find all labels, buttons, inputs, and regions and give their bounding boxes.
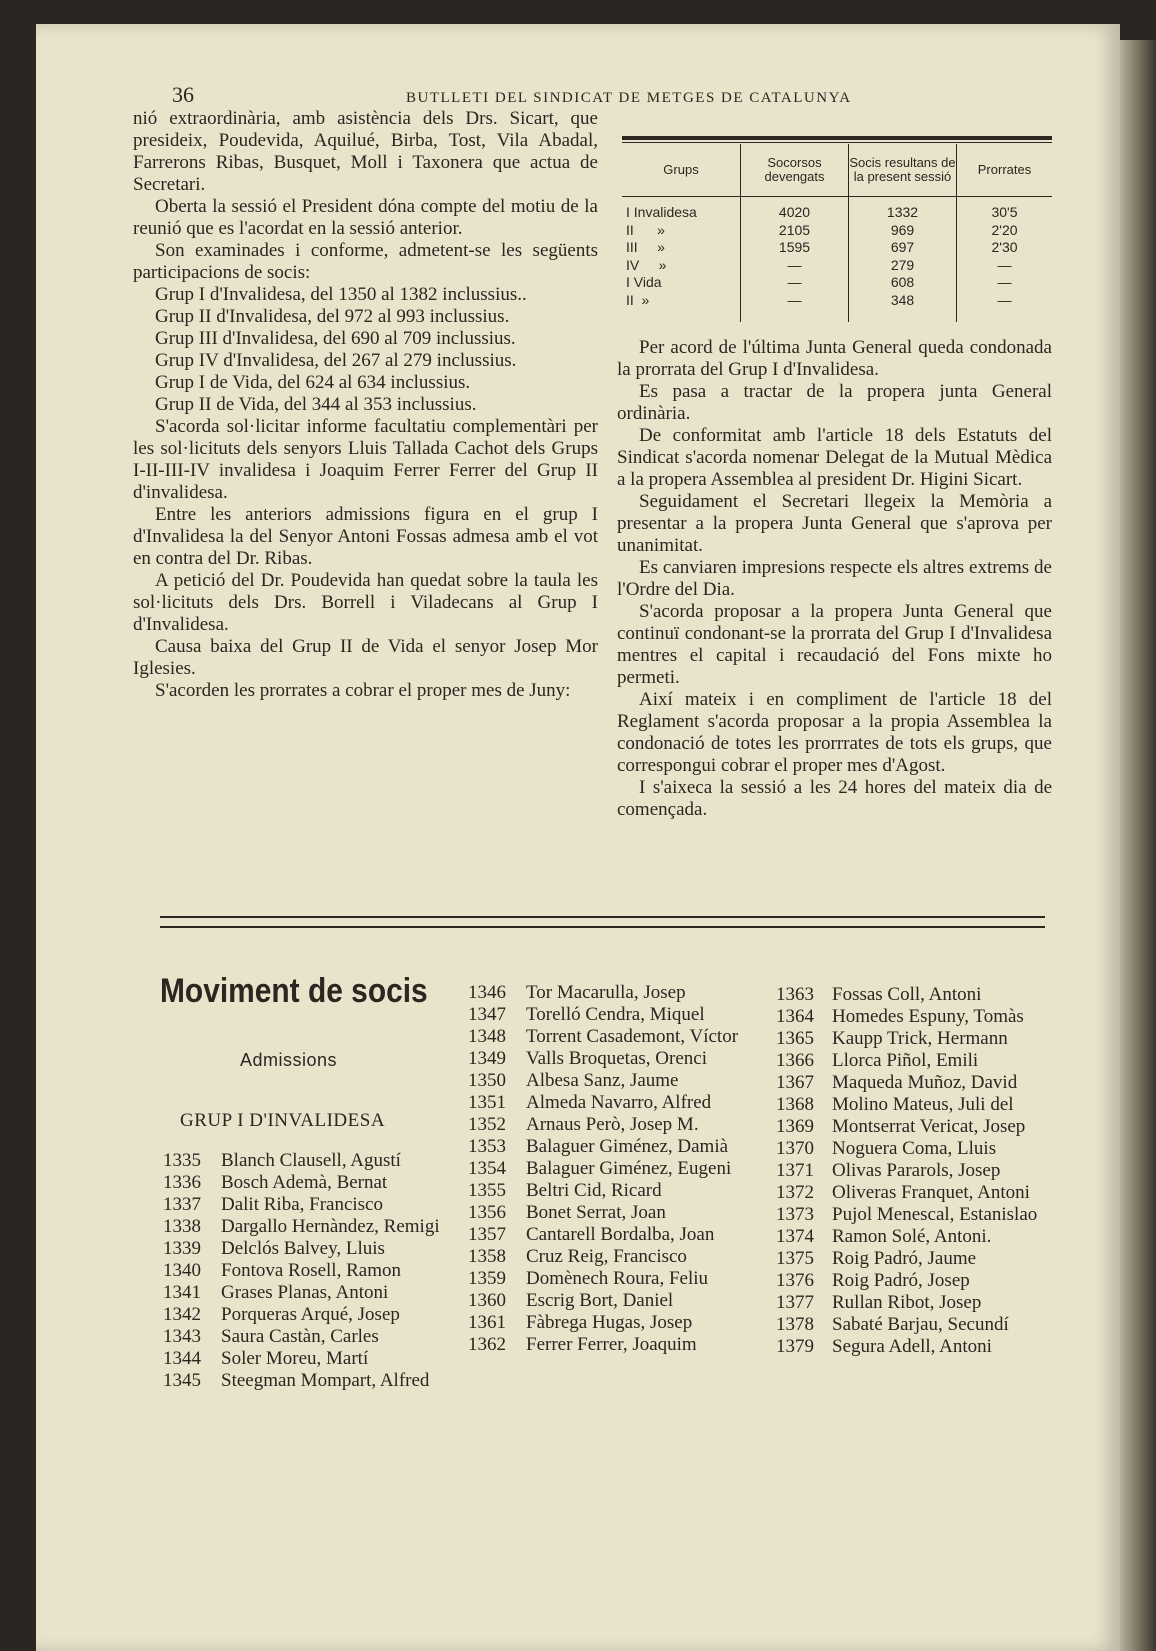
table-cell: 697	[890, 239, 915, 255]
table-cell: IV »	[626, 256, 667, 273]
list-item	[163, 1238, 463, 1260]
member-list	[468, 982, 768, 1356]
member-number: 1336	[163, 1172, 201, 1193]
list-item	[468, 1114, 768, 1136]
member-number: 1357	[468, 1224, 506, 1245]
member-number: 1370	[776, 1138, 814, 1159]
paragraph: Es canviaren impresions respecte els altres extrems de l'Ordre del Dia.	[617, 557, 1052, 600]
list-item	[776, 1160, 1056, 1182]
list-item	[776, 1314, 1056, 1336]
member-name: Delclós Balvey, Lluis	[221, 1238, 385, 1259]
member-number: 1352	[468, 1114, 506, 1135]
list-item	[163, 1260, 463, 1282]
member-name: Noguera Coma, Lluis	[832, 1138, 997, 1159]
table-header-cell: Grups	[663, 162, 699, 177]
table-cell: 348	[890, 291, 915, 308]
list-item	[776, 1226, 1056, 1248]
member-number: 1350	[468, 1070, 506, 1091]
list-item	[163, 1194, 463, 1216]
list-item	[163, 1326, 463, 1348]
table-cell: 969	[890, 221, 915, 238]
member-name: Torelló Cendra, Miquel	[526, 1004, 705, 1025]
table-header-cell: Prorrates	[977, 162, 1032, 177]
member-number: 1355	[468, 1180, 506, 1201]
paragraph: Oberta la sessió el President dóna compte del motiu de la reunió que es l'acordat en la sessió anterior.	[133, 196, 598, 239]
table-rule	[622, 142, 1052, 143]
table-cell: 30'5	[991, 204, 1018, 220]
member-name: Escrig Bort, Daniel	[526, 1290, 674, 1311]
member-name: Balaguer Giménez, Eugeni	[526, 1158, 732, 1179]
table-rule	[622, 196, 1052, 197]
list-item	[468, 1070, 768, 1092]
member-number: 1358	[468, 1246, 506, 1267]
table-cell: 2'20	[991, 221, 1018, 238]
member-number: 1364	[776, 1006, 814, 1027]
member-name: Almeda Navarro, Alfred	[526, 1092, 712, 1113]
member-number: 1373	[776, 1204, 814, 1225]
paragraph: S'acorda proposar a la propera Junta General que continuï condonant-se la prorrata del Grup I d'Invalidesa mentres el capital i recaudació del Fons mixte ho permeti.	[617, 601, 1052, 688]
member-number: 1349	[468, 1048, 506, 1069]
list-item	[468, 1268, 768, 1290]
list-item	[776, 1072, 1056, 1094]
table-cell: 1332	[886, 204, 919, 220]
member-number: 1372	[776, 1182, 814, 1203]
member-name: Blanch Clausell, Agustí	[221, 1150, 401, 1171]
member-name: Kaupp Trick, Hermann	[832, 1028, 1008, 1049]
member-name: Pujol Menescal, Estanislao	[832, 1204, 1038, 1225]
group-heading: GRUP I D'INVALIDESA	[180, 1110, 386, 1131]
list-item	[468, 1048, 768, 1070]
list-item	[776, 984, 1056, 1006]
member-number: 1368	[776, 1094, 814, 1115]
member-name: Torrent Casademont, Víctor	[526, 1026, 739, 1047]
table-cell: —	[787, 291, 802, 308]
page-edge	[1120, 40, 1156, 1651]
table-rule	[622, 136, 1052, 140]
list-item	[163, 1304, 463, 1326]
member-name: Dargallo Hernàndez, Remigi	[221, 1216, 440, 1237]
member-number: 1335	[163, 1150, 201, 1171]
list-item	[776, 1006, 1056, 1028]
paragraph: Grup II d'Invalidesa, del 972 al 993 inclussius.	[155, 306, 510, 327]
running-head: BUTLLETI DEL SINDICAT DE METGES DE CATALUNYA	[406, 90, 852, 106]
table-cell: II »	[626, 221, 665, 238]
member-name: Sabaté Barjau, Secundí	[832, 1314, 1009, 1335]
member-number: 1375	[776, 1248, 814, 1269]
table-cell: —	[787, 256, 802, 273]
table-cell: I Invalidesa	[626, 204, 697, 220]
member-number: 1359	[468, 1268, 506, 1289]
member-number: 1347	[468, 1004, 506, 1025]
list-item	[468, 1312, 768, 1334]
paragraph: S'acorden les prorrates a cobrar el proper mes de Juny:	[155, 680, 571, 701]
section-title: Moviment de socis	[160, 972, 428, 1010]
member-name: Roig Padró, Josep	[832, 1270, 970, 1291]
member-number: 1353	[468, 1136, 506, 1157]
section-divider	[160, 916, 1045, 928]
member-number: 1346	[468, 982, 506, 1003]
table-header-cell: Socis resultans de la present sessió	[849, 155, 956, 184]
member-name: Roig Padró, Jaume	[832, 1248, 977, 1269]
member-number: 1371	[776, 1160, 814, 1181]
member-number: 1361	[468, 1312, 506, 1333]
paragraph: S'acorda sol·licitar informe facultatiu complementàri per les sol·licituts dels senyors Lluis Tallada Cachot dels Grups I-II-III-IV invalidesa i Joaquim Ferrer Ferrer del Grup II d'invalidesa.	[133, 416, 598, 503]
paragraph: A petició del Dr. Poudevida han quedat sobre la taula les sol·licituts dels Drs. Borrell i Viladecans al Grup I d'Invalidesa.	[133, 570, 598, 635]
table-cell: II »	[626, 291, 650, 308]
list-item	[163, 1216, 463, 1238]
table-cell: III »	[626, 239, 665, 255]
list-item	[776, 1028, 1056, 1050]
member-name: Cruz Reig, Francisco	[526, 1246, 687, 1267]
list-item	[776, 1270, 1056, 1292]
list-item	[468, 1246, 768, 1268]
member-number: 1366	[776, 1050, 814, 1071]
member-name: Grases Planas, Antoni	[221, 1282, 389, 1303]
member-number: 1339	[163, 1238, 201, 1259]
paragraph: Grup I de Vida, del 624 al 634 inclussius.	[155, 372, 471, 393]
list-item	[776, 1094, 1056, 1116]
member-name: Bosch Ademà, Bernat	[221, 1172, 388, 1193]
table-cell: 4020	[778, 204, 811, 220]
left-column	[133, 108, 598, 702]
member-number: 1343	[163, 1326, 201, 1347]
list-item	[776, 1182, 1056, 1204]
member-name: Ramon Solé, Antoni.	[832, 1226, 992, 1247]
table-cell: 2105	[778, 221, 811, 238]
table-cell: —	[997, 256, 1012, 273]
member-name: Molino Mateus, Juli del	[832, 1094, 1014, 1115]
right-column	[617, 337, 1052, 821]
member-number: 1348	[468, 1026, 506, 1047]
member-name: Homedes Espuny, Tomàs	[832, 1006, 1024, 1027]
member-number: 1342	[163, 1304, 201, 1325]
member-number: 1365	[776, 1028, 814, 1049]
list-item	[468, 1202, 768, 1224]
table-cell: I Vida	[626, 274, 662, 290]
member-number: 1379	[776, 1336, 814, 1357]
table-header-cell: Socorsos devengats	[764, 155, 825, 184]
list-item	[468, 1136, 768, 1158]
member-list	[776, 984, 1056, 1358]
member-name: Rullan Ribot, Josep	[832, 1292, 982, 1313]
table-cell: —	[997, 274, 1012, 290]
paragraph: nió extraordinària, amb asistència dels Drs. Sicart, que presideix, Poudevida, Aquilué, Birba, Tost, Vila Abadal, Farrerons Ribas, Busquet, Moll i Taxonera que actua de Secretari.	[133, 108, 598, 195]
list-item	[468, 1290, 768, 1312]
member-name: Valls Broquetas, Orenci	[526, 1048, 707, 1069]
paragraph: De conformitat amb l'article 18 dels Estatuts del Sindicat s'acorda nomenar Delegat de la Mutual Mèdica a la propera Assemblea al president Dr. Higini Sicart.	[617, 425, 1052, 490]
member-name: Domènech Roura, Feliu	[526, 1268, 709, 1289]
member-name: Oliveras Franquet, Antoni	[832, 1182, 1030, 1203]
list-item	[163, 1150, 463, 1172]
paragraph: Entre les anteriors admissions figura en el grup I d'Invalidesa la del Senyor Antoni Fossas admesa amb el vot en contra del Dr. Ribas.	[133, 504, 598, 569]
list-item	[776, 1116, 1056, 1138]
member-name: Bonet Serrat, Joan	[526, 1202, 666, 1223]
list-item	[468, 1092, 768, 1114]
paragraph: Seguidament el Secretari llegeix la Memòria a presentar a la propera Junta General que s'aprova per unanimitat.	[617, 491, 1052, 556]
member-number: 1356	[468, 1202, 506, 1223]
paragraph: Per acord de l'última Junta General queda condonada la prorrata del Grup I d'Invalidesa.	[617, 337, 1052, 380]
member-number: 1367	[776, 1072, 814, 1093]
list-item	[163, 1370, 463, 1392]
member-number: 1362	[468, 1334, 506, 1355]
member-name: Ferrer Ferrer, Joaquim	[526, 1334, 697, 1355]
member-number: 1369	[776, 1116, 814, 1137]
member-name: Olivas Pararols, Josep	[832, 1160, 1001, 1181]
member-number: 1376	[776, 1270, 814, 1291]
list-item	[776, 1336, 1056, 1358]
member-name: Porqueras Arqué, Josep	[221, 1304, 400, 1325]
table-cell: —	[997, 291, 1012, 308]
member-number: 1378	[776, 1314, 814, 1335]
list-item	[468, 1004, 768, 1026]
list-item	[468, 982, 768, 1004]
member-name: Cantarell Bordalba, Joan	[526, 1224, 715, 1245]
member-name: Dalit Riba, Francisco	[221, 1194, 383, 1215]
member-list	[163, 1150, 463, 1392]
list-item	[468, 1180, 768, 1202]
member-name: Saura Castàn, Carles	[221, 1326, 379, 1347]
table-cell: —	[787, 274, 802, 290]
member-name: Albesa Sanz, Jaume	[526, 1070, 679, 1091]
list-item	[776, 1204, 1056, 1226]
member-name: Soler Moreu, Martí	[221, 1348, 369, 1369]
member-name: Beltri Cid, Ricard	[526, 1180, 662, 1201]
paragraph: I s'aixeca la sessió a les 24 hores del mateix dia de començada.	[617, 777, 1052, 820]
list-item	[776, 1292, 1056, 1314]
member-name: Steegman Mompart, Alfred	[221, 1370, 430, 1391]
paragraph: Grup III d'Invalidesa, del 690 al 709 inclussius.	[155, 328, 516, 349]
member-number: 1344	[163, 1348, 201, 1369]
member-name: Fossas Coll, Antoni	[832, 984, 982, 1005]
member-number: 1341	[163, 1282, 201, 1303]
member-name: Tor Macarulla, Josep	[526, 982, 686, 1003]
member-number: 1345	[163, 1370, 201, 1391]
member-name: Fontova Rosell, Ramon	[221, 1260, 401, 1281]
member-name: Segura Adell, Antoni	[832, 1336, 992, 1357]
table-cell: 279	[890, 256, 915, 273]
member-number: 1354	[468, 1158, 506, 1179]
list-item	[776, 1050, 1056, 1072]
member-number: 1377	[776, 1292, 814, 1313]
list-item	[468, 1224, 768, 1246]
list-item	[468, 1158, 768, 1180]
member-number: 1360	[468, 1290, 506, 1311]
member-number: 1351	[468, 1092, 506, 1113]
list-item	[776, 1248, 1056, 1270]
member-name: Balaguer Giménez, Damià	[526, 1136, 729, 1157]
paragraph: Son examinades i conforme, admetent-se les següents participacions de socis:	[133, 240, 598, 283]
list-item	[468, 1026, 768, 1048]
member-number: 1337	[163, 1194, 201, 1215]
prorrates-table	[622, 136, 1052, 322]
member-number: 1363	[776, 984, 814, 1005]
section-subtitle: Admissions	[240, 1050, 338, 1070]
paragraph: Grup II de Vida, del 344 al 353 inclussius.	[155, 394, 477, 415]
member-number: 1340	[163, 1260, 201, 1281]
paragraph: Grup IV d'Invalidesa, del 267 al 279 inclussius.	[155, 350, 517, 371]
paragraph: Es pasa a tractar de la propera junta General ordinària.	[617, 381, 1052, 424]
paragraph: Així mateix i en compliment de l'article 18 del Reglament s'acorda proposar a la propia Assemblea la condonació de totes les prorrrates de tots els grups, que correspongui cobrar el proper mes d'Agost.	[617, 689, 1052, 776]
list-item	[468, 1334, 768, 1356]
member-name: Maqueda Muñoz, David	[832, 1072, 1018, 1093]
table-cell: 1595	[778, 239, 811, 255]
list-item	[163, 1348, 463, 1370]
member-name: Montserrat Vericat, Josep	[832, 1116, 1026, 1137]
list-item	[163, 1172, 463, 1194]
list-item	[163, 1282, 463, 1304]
member-name: Fàbrega Hugas, Josep	[526, 1312, 693, 1333]
paragraph: Causa baixa del Grup II de Vida el senyor Josep Mor Iglesies.	[133, 636, 598, 679]
member-name: Llorca Piñol, Emili	[832, 1050, 979, 1071]
table-cell: 2'30	[991, 239, 1018, 255]
table-cell: 608	[890, 274, 915, 290]
paragraph: Grup I d'Invalidesa, del 1350 al 1382 inclussius..	[155, 284, 527, 305]
member-name: Arnaus Però, Josep M.	[526, 1114, 699, 1135]
list-item	[776, 1138, 1056, 1160]
member-number: 1374	[776, 1226, 814, 1247]
page-number: 36	[172, 82, 194, 107]
member-number: 1338	[163, 1216, 201, 1237]
